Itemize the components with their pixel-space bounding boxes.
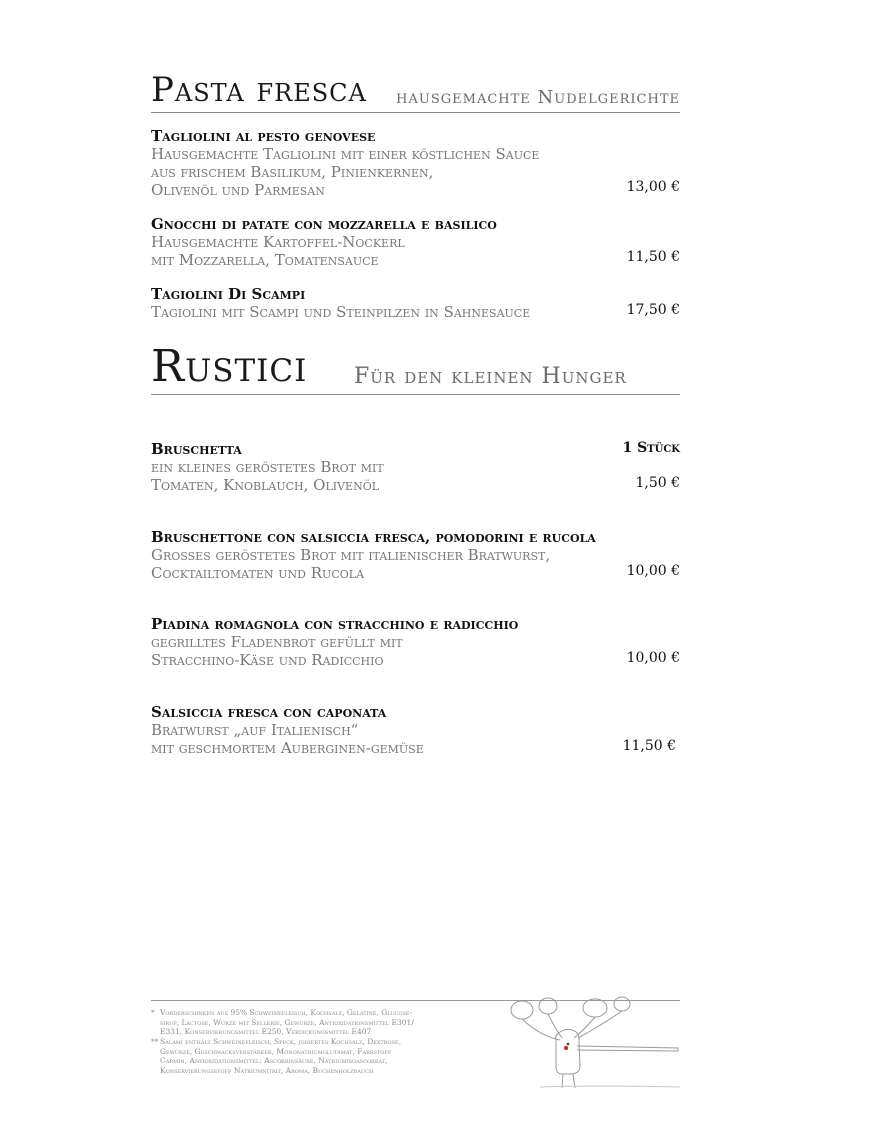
- menu-item: [151, 285, 680, 321]
- footnote-line: Konservierungsstoff Natriumnitrit, Aroma, Buchenholzrauch: [160, 1065, 374, 1075]
- section-title-pasta: Pasta fresca: [151, 70, 367, 110]
- footnote-line: E331, Konservierungsmittel E250, Verdickungsmittel E407: [160, 1027, 372, 1036]
- menu-item: [151, 703, 680, 757]
- item-description-line: aus frischem Basilikum, Pinienkernen,: [151, 163, 434, 181]
- item-description-line: mit geschmortem Auberginen-gemüse: [151, 739, 424, 757]
- item-name: Tagiolini Di Scampi: [151, 285, 306, 303]
- menu-item: [151, 440, 680, 494]
- mascot-cheek: [564, 1046, 568, 1050]
- menu-item: [151, 215, 680, 269]
- item-name: Gnocchi di patate con mozzarella e basilico: [151, 215, 497, 233]
- footnote-mark: *: [151, 1008, 155, 1017]
- pinocchio-mascot-icon: [500, 996, 682, 1092]
- item-description-line: mit Mozzarella, Tomatensauce: [151, 251, 379, 269]
- item-price: 11,50 €: [626, 249, 680, 265]
- section-subtitle-rustici: Für den kleinen Hunger: [354, 364, 627, 389]
- menu-item: [151, 528, 680, 582]
- item-description-line: Stracchino-Käse und Radicchio: [151, 651, 384, 669]
- item-description-line: Bratwurst „auf Italienisch“: [151, 721, 359, 739]
- item-description-line: ein kleines geröstetes Brot mit: [151, 458, 384, 476]
- item-name: Bruschettone con salsiccia fresca, pomodorini e rucola: [151, 528, 596, 546]
- footnote-line: sirup, Lactose, Würze mit Sellerie, Gewürze, Antioxidationsmittel E301/: [160, 1017, 414, 1027]
- footnote-line: Gewürze, Geschmacksverstärker, Mononatriumglutamat, Farbstoff: [160, 1046, 392, 1056]
- menu-item: [151, 127, 680, 199]
- item-name: Piadina romagnola con stracchino e radicchio: [151, 615, 519, 633]
- item-description-line: Cocktailtomaten und Rucola: [151, 564, 365, 582]
- footnote: [151, 1008, 531, 1037]
- item-description-line: Hausgemachte Kartoffel-Nockerl: [151, 233, 405, 251]
- item-price: 13,00 €: [626, 179, 680, 195]
- item-description-line: Grosses geröstetes Brot mit italienischer Bratwurst,: [151, 546, 551, 564]
- item-name: Tagliolini al pesto genovese: [151, 127, 376, 145]
- item-description-line: gegrilltes Fladenbrot gefüllt mit: [151, 633, 403, 651]
- item-price: 11,50 €: [622, 738, 676, 754]
- footnote-line: Carmin, Antioxidationsmittel: Ascorbinsäure, Natriumisoascorbat,: [160, 1056, 388, 1065]
- item-price: 17,50 €: [626, 302, 680, 318]
- item-price: 10,00 €: [626, 650, 680, 666]
- item-description-line: Tagiolini mit Scampi und Steinpilzen in Sahnesauce: [151, 303, 531, 321]
- item-price: 10,00 €: [626, 563, 680, 579]
- section-subtitle-pasta: hausgemachte Nudelgerichte: [396, 87, 680, 108]
- item-description-line: Hausgemachte Tagliolini mit einer köstlichen Sauce: [151, 145, 540, 163]
- item-description-line: Olivenöl und Parmesan: [151, 181, 325, 199]
- item-quantity: 1 Stück: [622, 440, 680, 456]
- item-name: Salsiccia fresca con caponata: [151, 703, 387, 721]
- menu-item: [151, 615, 680, 669]
- item-price: 1,50 €: [635, 475, 680, 491]
- item-name: Bruschetta: [151, 440, 242, 458]
- footnote-line: Vorderschinken aus 95% Schweinefleisch, Kochsalz, Gelatine, Glucose-: [160, 1008, 413, 1017]
- item-description-line: Tomaten, Knoblauch, Olivenöl: [151, 476, 380, 494]
- section-header-rustici: [151, 341, 680, 395]
- footnote: [151, 1037, 531, 1075]
- section-header-pasta: [151, 70, 680, 113]
- section-title-rustici: Rustici: [151, 341, 308, 392]
- footnote-line: Salami enthält Schweinefleisch, Speck, jodiertes Kochsalz, Dextrose,: [160, 1037, 402, 1046]
- footnote-mark: **: [151, 1037, 159, 1046]
